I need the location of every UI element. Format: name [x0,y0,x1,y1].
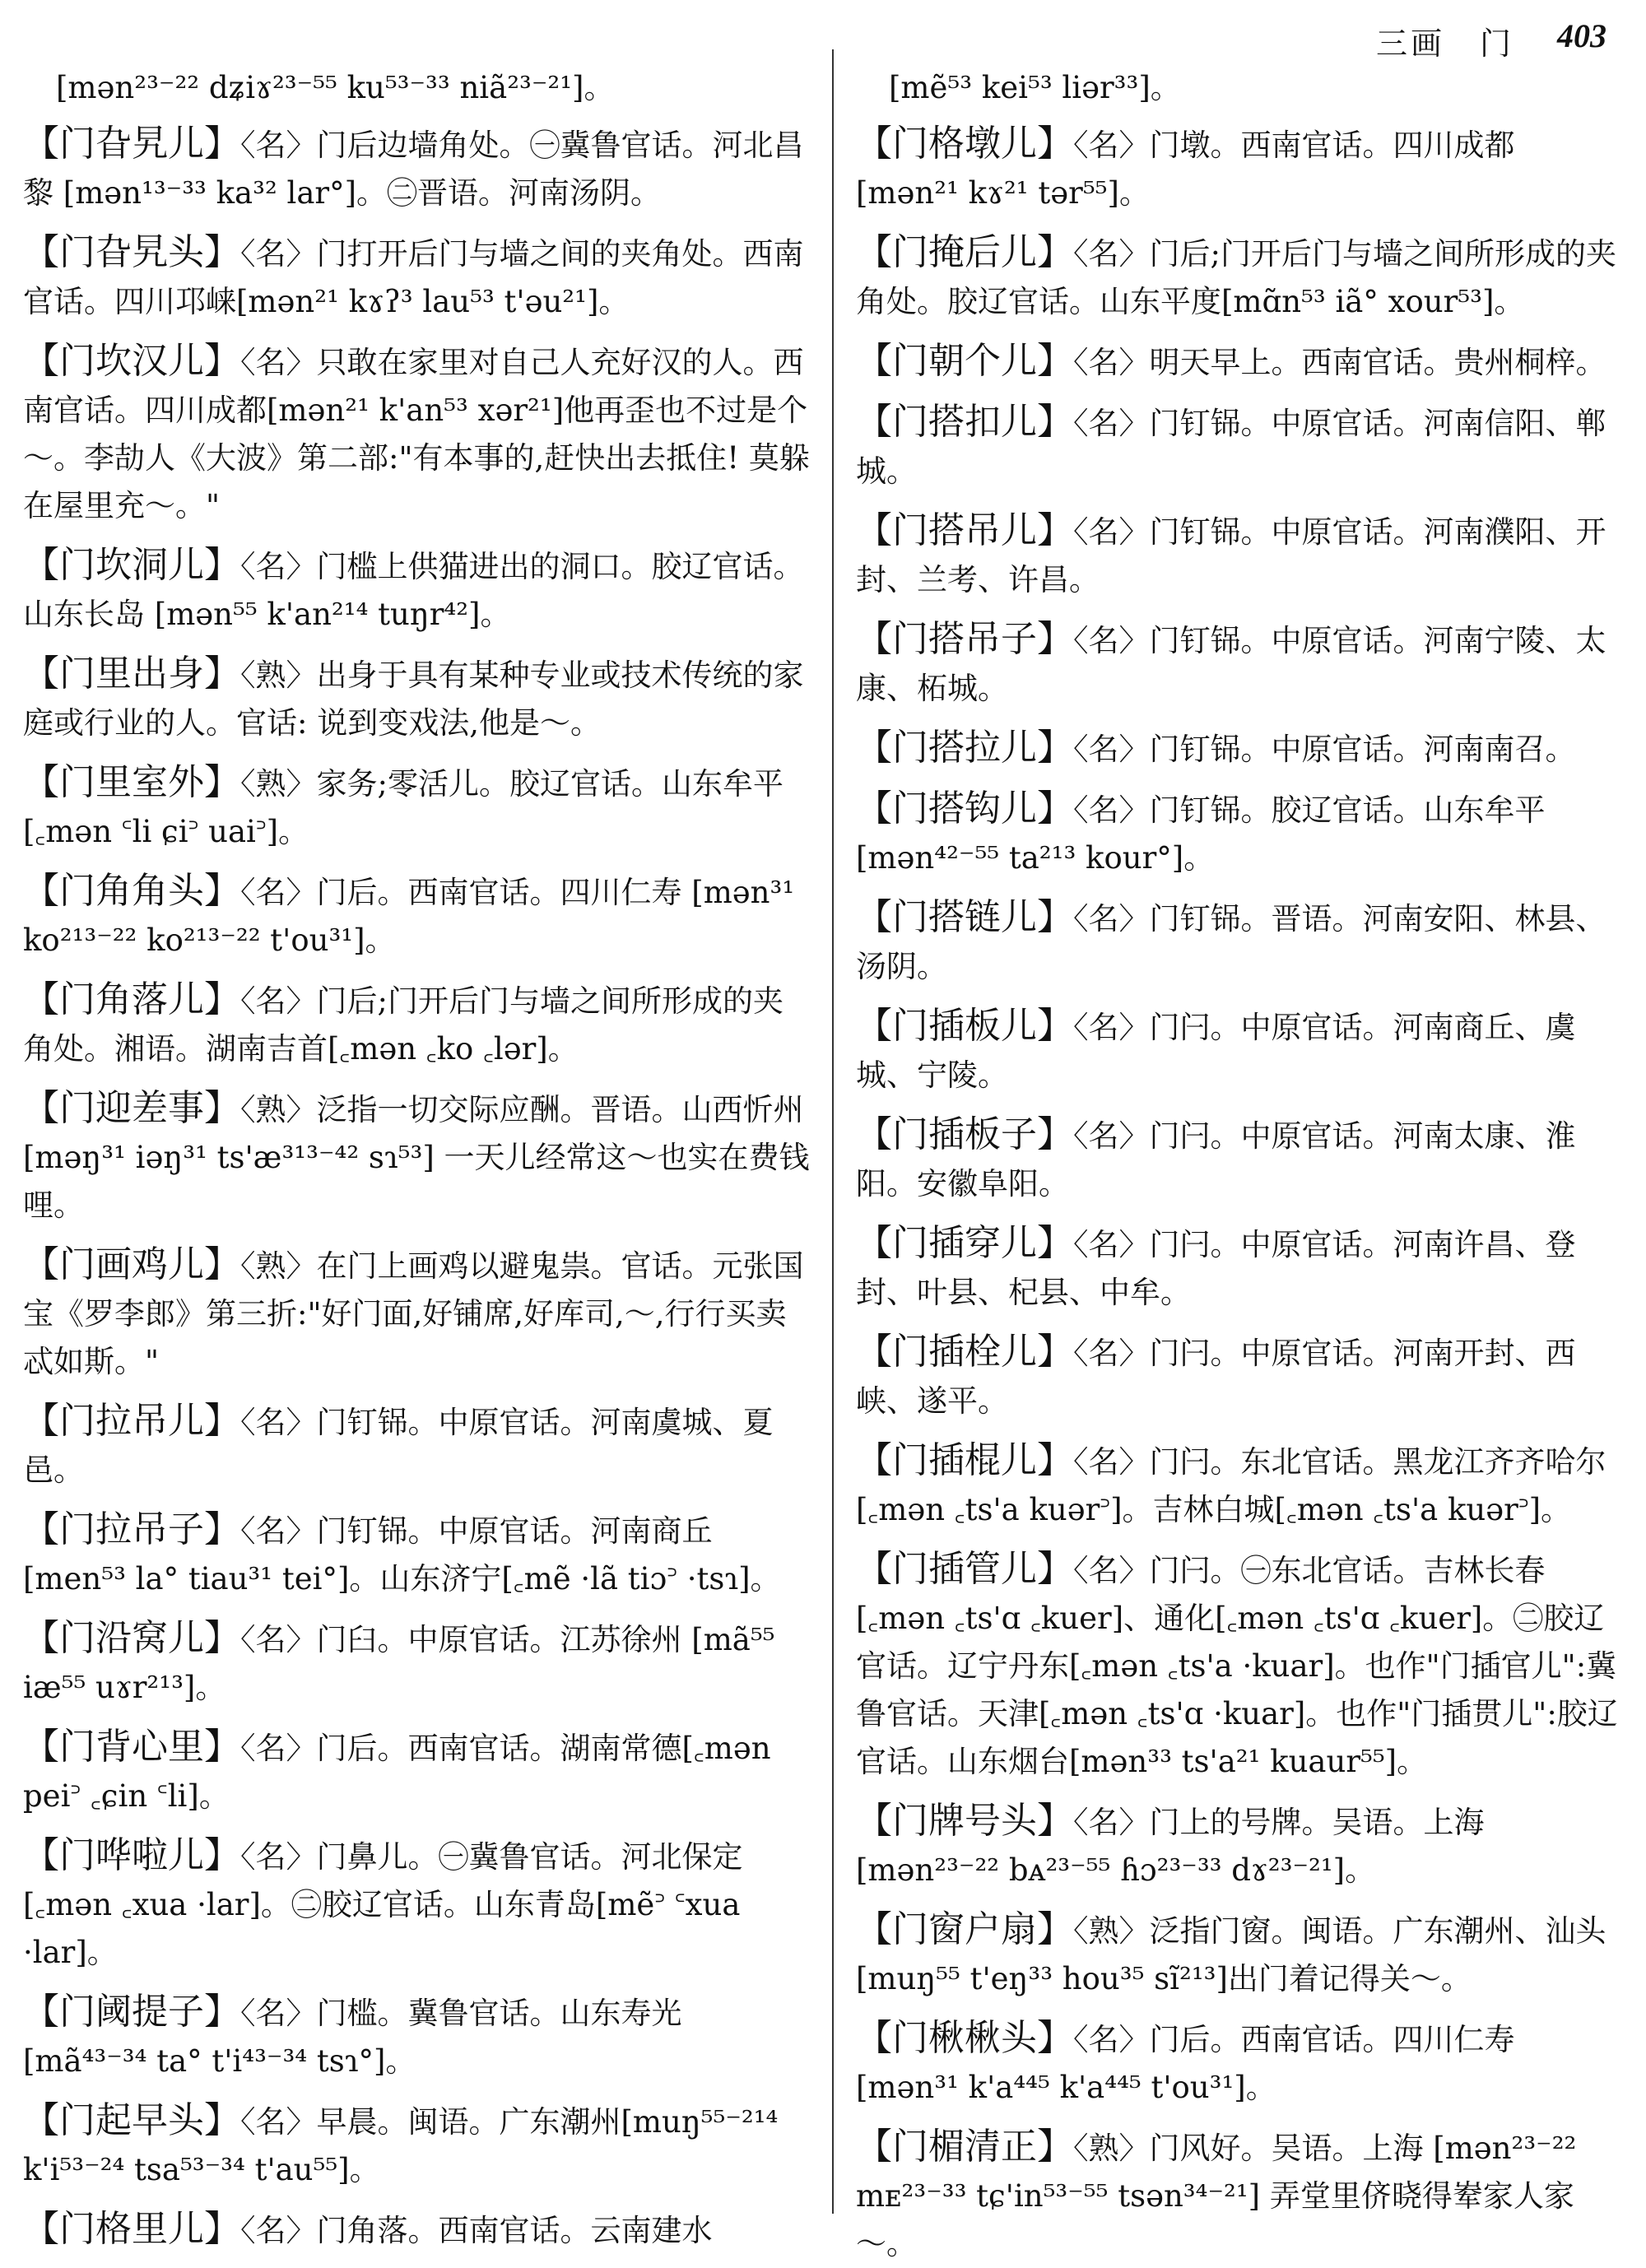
dictionary-entry [23,1506,811,1603]
dictionary-entry [23,2205,811,2255]
entry-headword: 【门里室外】 [23,761,240,803]
definition-text: 门墩。西南官话。四川成都 [mən²¹ kɤ²¹ tər⁵⁵]。 [856,128,1515,211]
definition-text: 门钉铞。晋语。河南安阳、林县、汤阴。 [856,901,1606,984]
part-of-speech: 〈名〉 [1073,1553,1150,1588]
part-of-speech: 〈名〉 [1073,1118,1150,1154]
entry-headword: 【门搭吊子】 [856,618,1073,660]
dictionary-entry [856,1906,1621,2003]
dictionary-entry [23,759,811,856]
dictionary-entry [856,785,1621,882]
part-of-speech: 〈名〉 [1073,1010,1150,1045]
dictionary-entry [856,724,1621,774]
part-of-speech: 〈名〉 [240,236,317,272]
continuation-text: [mẽ⁵³ kei⁵³ liər³³]。 [889,70,1181,105]
part-of-speech: 〈名〉 [1073,2022,1150,2057]
dictionary-entry [856,1545,1621,1786]
entry-headword: 【门旮旯儿】 [23,123,240,165]
definition-text: 明天早上。西南官话。贵州桐梓。 [1149,345,1606,380]
dictionary-entry [23,541,811,639]
dictionary-entry [856,1111,1621,1208]
dictionary-entry [23,1988,811,2085]
entry-headword: 【门掩后儿】 [856,231,1073,273]
entry-headword: 【门搭扣儿】 [856,401,1073,443]
dictionary-entry [23,337,811,530]
entry-headword: 【门插棍儿】 [856,1439,1073,1481]
definition-text: 门槛上供猫进出的洞口。胶辽官话。山东长岛 [mən⁵⁵ k'an²¹⁴ tuŋr⁴²]。 [23,549,804,632]
definition-text: 门上的号牌。吴语。上海[mən²³⁻²² bᴀ²³⁻⁵⁵ ɦɔ²³⁻³³ dɤ²³⁻²¹]。 [856,1805,1485,1888]
entry-headword: 【门格墩儿】 [856,123,1073,165]
dictionary-entry [23,1615,811,1712]
dictionary-entry [23,229,811,326]
definition-text: 门角落。西南官话。云南建水 [316,2213,713,2248]
part-of-speech: 〈名〉 [1073,1444,1150,1480]
entry-headword: 【门插管儿】 [856,1548,1073,1590]
definition-text: 门闩。中原官话。河南太康、淮阳。安徽阜阳。 [856,1118,1576,1201]
dictionary-entry [856,398,1621,495]
part-of-speech: 〈名〉 [240,1731,317,1766]
entry-headword: 【门坎洞儿】 [23,544,240,586]
definition-text: 门鼻儿。㊀冀鲁官话。河北保定 [꜀mən ꜀xua ·lar]。㊁胶辽官话。山东青岛[mẽ꜄ ꜂xua ·lar]。 [23,1839,743,1970]
section-title: 三画 门 [1375,26,1514,62]
part-of-speech: 〈名〉 [1073,1336,1150,1371]
page-header [0,0,1646,61]
entry-headword: 【门搭吊儿】 [856,509,1073,551]
definition-text: 门打开后门与墙之间的夹角处。西南官话。四川邛崃[mən²¹ kɤʔ³ lau⁵³ t'əu²¹]。 [23,236,804,319]
entry-headword: 【门拉吊子】 [23,1508,240,1550]
entry-headword: 【门拉吊儿】 [23,1400,240,1442]
dictionary-entry [856,2015,1621,2112]
part-of-speech: 〈名〉 [240,128,317,163]
entry-headword: 【门里出身】 [23,653,240,695]
entry-headword: 【门插板儿】 [856,1005,1073,1047]
part-of-speech: 〈名〉 [1073,514,1150,550]
dictionary-entry [856,229,1621,326]
entry-headword: 【门插穿儿】 [856,1222,1073,1264]
definition-text: 门钉铞。中原官话。河南信阳、郸城。 [856,406,1606,489]
entry-headword: 【门牌号头】 [856,1800,1073,1842]
definition-text: 门后。西南官话。湖南常德[꜀mən pei꜄ ꜀ɕin ꜂li]。 [23,1731,771,1814]
entry-headword: 【门旮旯头】 [23,231,240,273]
part-of-speech: 〈名〉 [240,1622,317,1657]
definition-text: 门后;门开后门与墙之间所形成的夹角处。胶辽官话。山东平度[mɑ̃n⁵³ iã° xour⁵³]。 [856,236,1616,319]
part-of-speech: 〈名〉 [240,1996,317,2031]
dictionary-entry [23,976,811,1073]
part-of-speech: 〈名〉 [240,1839,317,1875]
entry-headword: 【门坎汉儿】 [23,340,240,382]
entry-headword: 【门楣清正】 [856,2126,1073,2168]
dictionary-entry [856,2123,1621,2268]
part-of-speech: 〈名〉 [1073,1805,1150,1840]
definition-text: 门钉铞。中原官话。河南濮阳、开封、兰考、许昌。 [856,514,1606,597]
definition-text: 门闩。东北官话。黑龙江齐齐哈尔[꜀mən ꜀ts'a kuər꜄]。吉林白城[꜀mən ꜀ts'a kuər꜄]。 [856,1444,1606,1527]
column-divider [832,49,834,2214]
part-of-speech: 〈名〉 [1073,236,1150,272]
definition-text: 泛指门窗。闽语。广东潮州、汕头 [muŋ⁵⁵ t'eŋ³³ hou³⁵ sĩ²¹³]出门着记得关～。 [856,1913,1606,1996]
entry-headword: 【门迎差事】 [23,1087,240,1129]
dictionary-entry [23,120,811,217]
right-column [856,64,1621,2261]
left-column [23,64,811,2250]
definition-text: 门后;门开后门与墙之间所形成的夹角处。湘语。湖南吉首[꜀mən ꜀ko ꜀lər]。 [23,983,783,1067]
entry-headword: 【门背心里】 [23,1726,240,1768]
definition-text: 门槛。冀鲁官话。山东寿光 [mã⁴³⁻³⁴ ta° t'i⁴³⁻³⁴ tsɿ°]。 [23,1996,682,2079]
part-of-speech: 〈名〉 [1073,406,1150,441]
entry-headword: 【门角落儿】 [23,978,240,1020]
part-of-speech: 〈名〉 [240,549,317,584]
part-of-speech: 〈名〉 [240,983,317,1019]
dictionary-entry [856,1328,1621,1425]
part-of-speech: 〈名〉 [1073,623,1150,658]
dictionary-entry [856,337,1621,387]
dictionary-entry [23,2097,811,2194]
part-of-speech: 〈熟〉 [240,658,317,693]
entry-headword: 【门朝个儿】 [856,340,1073,382]
dictionary-entry [856,1437,1621,1534]
entry-list [23,120,811,2255]
entry-headword: 【门角角头】 [23,870,240,912]
part-of-speech: 〈名〉 [1073,901,1150,936]
entry-headword: 【门楸楸头】 [856,2017,1073,2059]
dictionary-entry [856,1220,1621,1317]
entry-headword: 【门搭拉儿】 [856,727,1073,769]
entry-headword: 【门画鸡儿】 [23,1243,240,1285]
part-of-speech: 〈熟〉 [240,1248,317,1284]
part-of-speech: 〈名〉 [1073,732,1150,767]
definition-text: 门钉铞。中原官话。河南南召。 [1149,732,1576,767]
entry-headword: 【门哗啦儿】 [23,1834,240,1876]
dictionary-entry [856,120,1621,217]
definition-text: 门后边墙角处。㊀冀鲁官话。河北昌黎 [mən¹³⁻³³ ka³² lar°]。㊁晋语。河南汤阴。 [23,128,804,211]
definition-text: 在门上画鸡以避鬼祟。官话。元张国宝《罗李郎》第三折:"好门面,好铺席,好库司,～,行行买卖忒如斯。" [23,1248,804,1379]
entry-list [856,120,1621,2268]
definition-text: 门钉铞。中原官话。河南宁陵、太康、柘城。 [856,623,1606,706]
dictionary-entry [23,650,811,747]
dictionary-entry [23,1832,811,1977]
dictionary-entry [856,894,1621,991]
part-of-speech: 〈名〉 [240,2104,317,2140]
definition-text: 门闩。中原官话。河南开封、西峡、遂平。 [856,1336,1576,1419]
part-of-speech: 〈熟〉 [1073,1913,1150,1949]
definition-text: 门后。西南官话。四川仁寿 [mən³¹ k'a⁴⁴⁵ k'a⁴⁴⁵ t'ou³¹]。 [856,2022,1515,2105]
definition-text: 门钉铞。中原官话。河南商丘 [men⁵³ la° tiau³¹ tei°]。山东济宁[꜀mẽ ·lã tiɔ꜄ ·tsɿ]。 [23,1513,781,1596]
entry-headword: 【门阈提子】 [23,1991,240,2033]
entry-headword: 【门搭钩儿】 [856,788,1073,830]
part-of-speech: 〈名〉 [240,1405,317,1440]
dictionary-entry [23,1723,811,1820]
continuation-text: [mən²³⁻²² dʑiɤ²³⁻⁵⁵ ku⁵³⁻³³ niã²³⁻²¹]。 [56,70,615,105]
dictionary-entry [23,1241,811,1386]
page-number: 403 [1557,17,1606,54]
dictionary-entry [856,1797,1621,1894]
dictionary-entry [23,1397,811,1494]
entry-headword: 【门窗户扇】 [856,1908,1073,1950]
entry-headword: 【门插栓儿】 [856,1331,1073,1373]
dictionary-entry [856,616,1621,713]
part-of-speech: 〈名〉 [240,1513,317,1549]
definition-text: 门闩。㊀东北官话。吉林长春[꜀mən ꜀ts'ɑ ꜀kuer]、通化[꜀mən ꜀ts'ɑ ꜀kuer]。㊁胶辽官话。辽宁丹东[꜀mən ꜀ts'a ·kuar]。也作"门插官儿":冀鲁官话。天津[꜀mən ꜀ts'ɑ ·kuar]。也作"门插贯儿":胶辽官话。山东烟台[mən³³ ts'a²¹ kuaur⁵⁵]。 [856,1553,1618,1779]
part-of-speech: 〈熟〉 [1073,2131,1150,2166]
definition-text: 门后。西南官话。四川仁寿 [mən³¹ ko²¹³⁻²² ko²¹³⁻²² t'ou³¹]。 [23,875,795,958]
definition-text: 门臼。中原官话。江苏徐州 [mã⁵⁵ iæ⁵⁵ uɤr²¹³]。 [23,1622,775,1705]
dictionary-entry [856,507,1621,604]
definition-text: 门钉铞。胶辽官话。山东牟平 [mən⁴²⁻⁵⁵ ta²¹³ kour°]。 [856,792,1546,876]
definition-text: 家务;零活儿。胶辽官话。山东牟平[꜀mən ꜂li ɕi꜄ uai꜄]。 [23,766,783,849]
definition-text: 门闩。中原官话。河南许昌、登封、叶县、杞县、中牟。 [856,1227,1576,1310]
part-of-speech: 〈名〉 [1073,128,1150,163]
part-of-speech: 〈熟〉 [240,1092,317,1127]
part-of-speech: 〈名〉 [240,2213,317,2248]
dictionary-entry [23,867,811,964]
definition-text: 门钉铞。中原官话。河南虞城、夏邑。 [23,1405,774,1488]
entry-headword: 【门沿窝儿】 [23,1617,240,1659]
definition-text: 门闩。中原官话。河南商丘、虞城、宁陵。 [856,1010,1576,1093]
definition-text: 泛指一切交际应酬。晋语。山西忻州 [məŋ³¹ iəŋ³¹ ts'æ³¹³⁻⁴² sɿ⁵³] 一天儿经常这～也实在费钱哩。 [23,1092,810,1223]
entry-headword: 【门搭链儿】 [856,896,1073,938]
dictionary-entry [23,1085,811,1229]
dictionary-entry [856,1002,1621,1099]
entry-headword: 【门格里儿】 [23,2208,240,2250]
part-of-speech: 〈名〉 [1073,1227,1150,1262]
entry-headword: 【门起早头】 [23,2099,240,2141]
definition-text: 门风好。吴语。上海 [mən²³⁻²² mᴇ²³⁻³³ tɕ'in⁵³⁻⁵⁵ tsən³⁴⁻²¹] 弄堂里侪晓得𪨶家人家～。 [856,2131,1577,2261]
entry-headword: 【门插板子】 [856,1113,1073,1155]
definition-text: 出身于具有某种专业或技术传统的家庭或行业的人。官话: 说到变戏法,他是～。 [23,658,804,741]
definition-text: 只敢在家里对自己人充好汉的人。西南官话。四川成都[mən²¹ k'an⁵³ xər²¹]他再歪也不过是个～。李劼人《大波》第二部:"有本事的,赶快出去抵住! 莫躲在屋里充～。" [23,345,810,523]
part-of-speech: 〈名〉 [240,345,317,380]
part-of-speech: 〈名〉 [240,875,317,910]
part-of-speech: 〈名〉 [1073,345,1150,380]
part-of-speech: 〈熟〉 [240,766,317,802]
definition-text: 早晨。闽语。广东潮州[muŋ⁵⁵⁻²¹⁴ k'i⁵³⁻²⁴ tsa⁵³⁻³⁴ t'au⁵⁵]。 [23,2104,779,2187]
part-of-speech: 〈名〉 [1073,792,1150,828]
